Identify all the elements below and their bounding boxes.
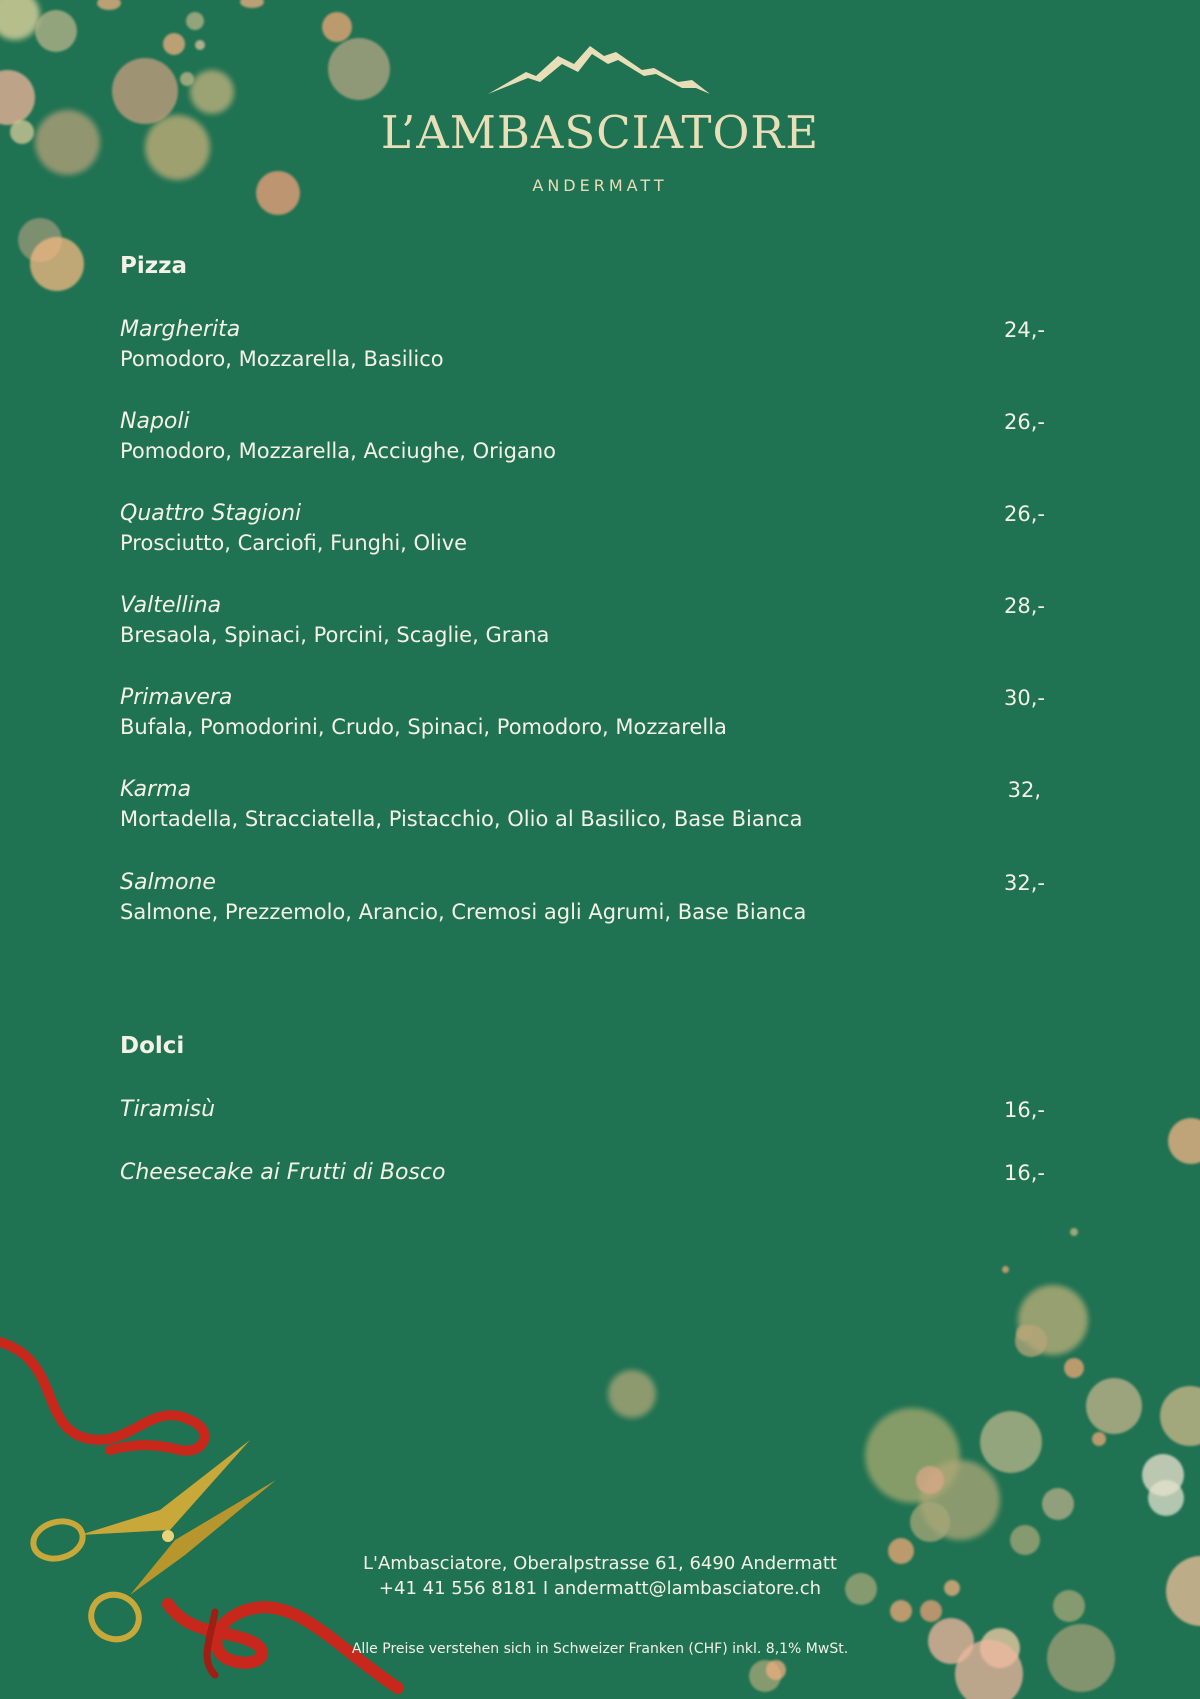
item-name: Napoli: [120, 409, 190, 434]
menu-item: [120, 869, 1045, 927]
item-name: Primavera: [120, 685, 233, 710]
item-description: Bresaola, Spinaci, Porcini, Scaglie, Grana: [120, 623, 550, 647]
menu-item: [120, 592, 1045, 650]
section-title-dolci: Dolci: [120, 1033, 185, 1059]
item-description: Salmone, Prezzemolo, Arancio, Cremosi agli Agrumi, Base Bianca: [120, 900, 807, 924]
item-price: 28,-: [1004, 594, 1045, 618]
item-name: Cheesecake ai Frutti di Bosco: [120, 1160, 446, 1185]
item-description: Bufala, Pomodorini, Crudo, Spinaci, Pomodoro, Mozzarella: [120, 715, 727, 739]
footer-price-note: Alle Preise verstehen sich in Schweizer Franken (CHF) inkl. 8,1% MwSt.: [351, 1641, 849, 1657]
item-price: 26,-: [1004, 502, 1045, 526]
item-name: Tiramisù: [120, 1097, 216, 1122]
menu-item: [120, 1096, 1045, 1124]
item-name: Margherita: [120, 317, 241, 342]
item-price: 26,-: [1004, 410, 1045, 434]
item-price: 30,-: [1004, 686, 1045, 710]
menu-item: [120, 408, 1045, 466]
item-description: Mortadella, Stracciatella, Pistacchio, Olio al Basilico, Base Bianca: [120, 807, 803, 831]
item-description: Pomodoro, Mozzarella, Acciughe, Origano: [120, 439, 556, 463]
section-title-pizza: Pizza: [120, 253, 188, 279]
menu-item: [120, 316, 1045, 374]
menu-item: [120, 500, 1045, 558]
item-price: 16,-: [1004, 1098, 1045, 1122]
menu-item: [120, 1159, 1045, 1187]
brand-name: L’AMBASCIATORE: [380, 106, 820, 159]
menu-item: [120, 776, 1045, 834]
item-name: Salmone: [120, 870, 216, 895]
footer-contact: +41 41 556 8181 I andermatt@lambasciatore.ch: [378, 1578, 822, 1599]
item-description: Pomodoro, Mozzarella, Basilico: [120, 347, 444, 371]
item-description: Prosciutto, Carciofi, Funghi, Olive: [120, 531, 468, 555]
mountain-logo-icon: [486, 42, 712, 98]
item-price: 16,-: [1004, 1161, 1045, 1185]
brand-location: ANDERMATT: [532, 176, 668, 195]
item-name: Valtellina: [120, 593, 222, 618]
menu-item: [120, 684, 1045, 742]
footer-address: L'Ambasciatore, Oberalpstrasse 61, 6490 Andermatt: [363, 1553, 837, 1574]
item-name: Karma: [120, 777, 192, 802]
item-price: 32,: [1007, 778, 1041, 802]
item-price: 32,-: [1004, 871, 1045, 895]
item-price: 24,-: [1004, 318, 1045, 342]
item-name: Quattro Stagioni: [120, 501, 302, 526]
